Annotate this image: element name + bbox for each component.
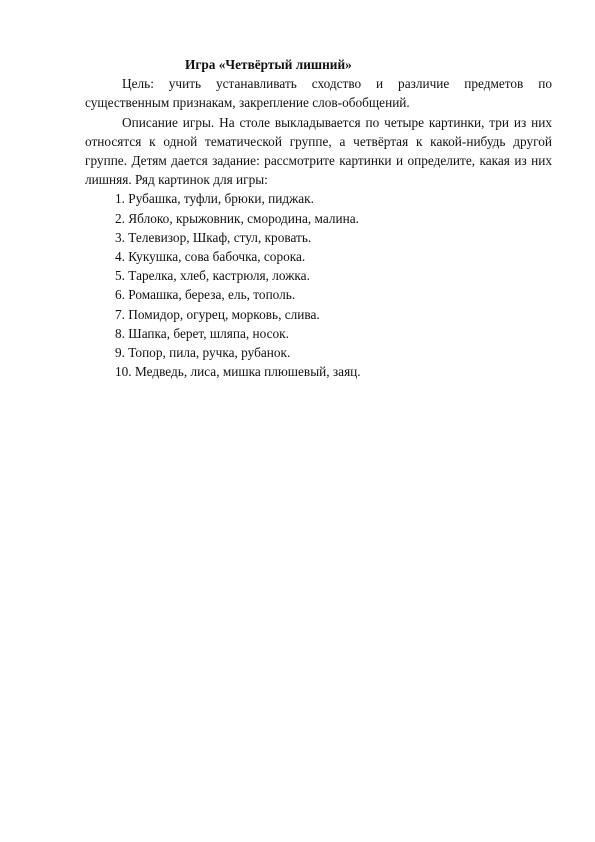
list-item: 5. Тарелка, хлеб, кастрюля, ложка. xyxy=(115,268,310,284)
document-body xyxy=(85,55,552,381)
list-item: 7. Помидор, огурец, морковь, слива. xyxy=(115,306,320,322)
list-item: 3. Телевизор, Шкаф, стул, кровать. xyxy=(115,229,312,245)
list-item: 1. Рубашка, туфли, брюки, пиджак. xyxy=(115,191,314,207)
list-item: 8. Шапка, берет, шляпа, носок. xyxy=(115,325,289,341)
description-paragraph: Описание игры. На столе выкладывается по четыре картинки, три из них относятся к одной тематической группе, а четвёртая к какой-нибудь другой группе. Детям дается задание: рассмотрите картинки и определите, какая из них лишняя. Ряд картинок для игры: xyxy=(85,114,552,188)
list-item: 4. Кукушка, сова бабочка, сорока. xyxy=(115,248,306,264)
list-item: 2. Яблоко, крыжовник, смородина, малина. xyxy=(115,210,359,226)
list-item: 9. Топор, пила, ручка, рубанок. xyxy=(115,344,291,360)
list-item: 10. Медведь, лиса, мишка плюшевый, заяц. xyxy=(115,364,361,380)
picture-set-list xyxy=(85,189,552,381)
document-title: Игра «Четвёртый лишний» xyxy=(185,57,352,72)
list-item: 6. Ромашка, береза, ель, тополь. xyxy=(115,287,296,303)
goal-paragraph: Цель: учить устанавливать сходство и различие предметов по существенным признакам, закрепление слов-обобщений. xyxy=(85,76,552,111)
